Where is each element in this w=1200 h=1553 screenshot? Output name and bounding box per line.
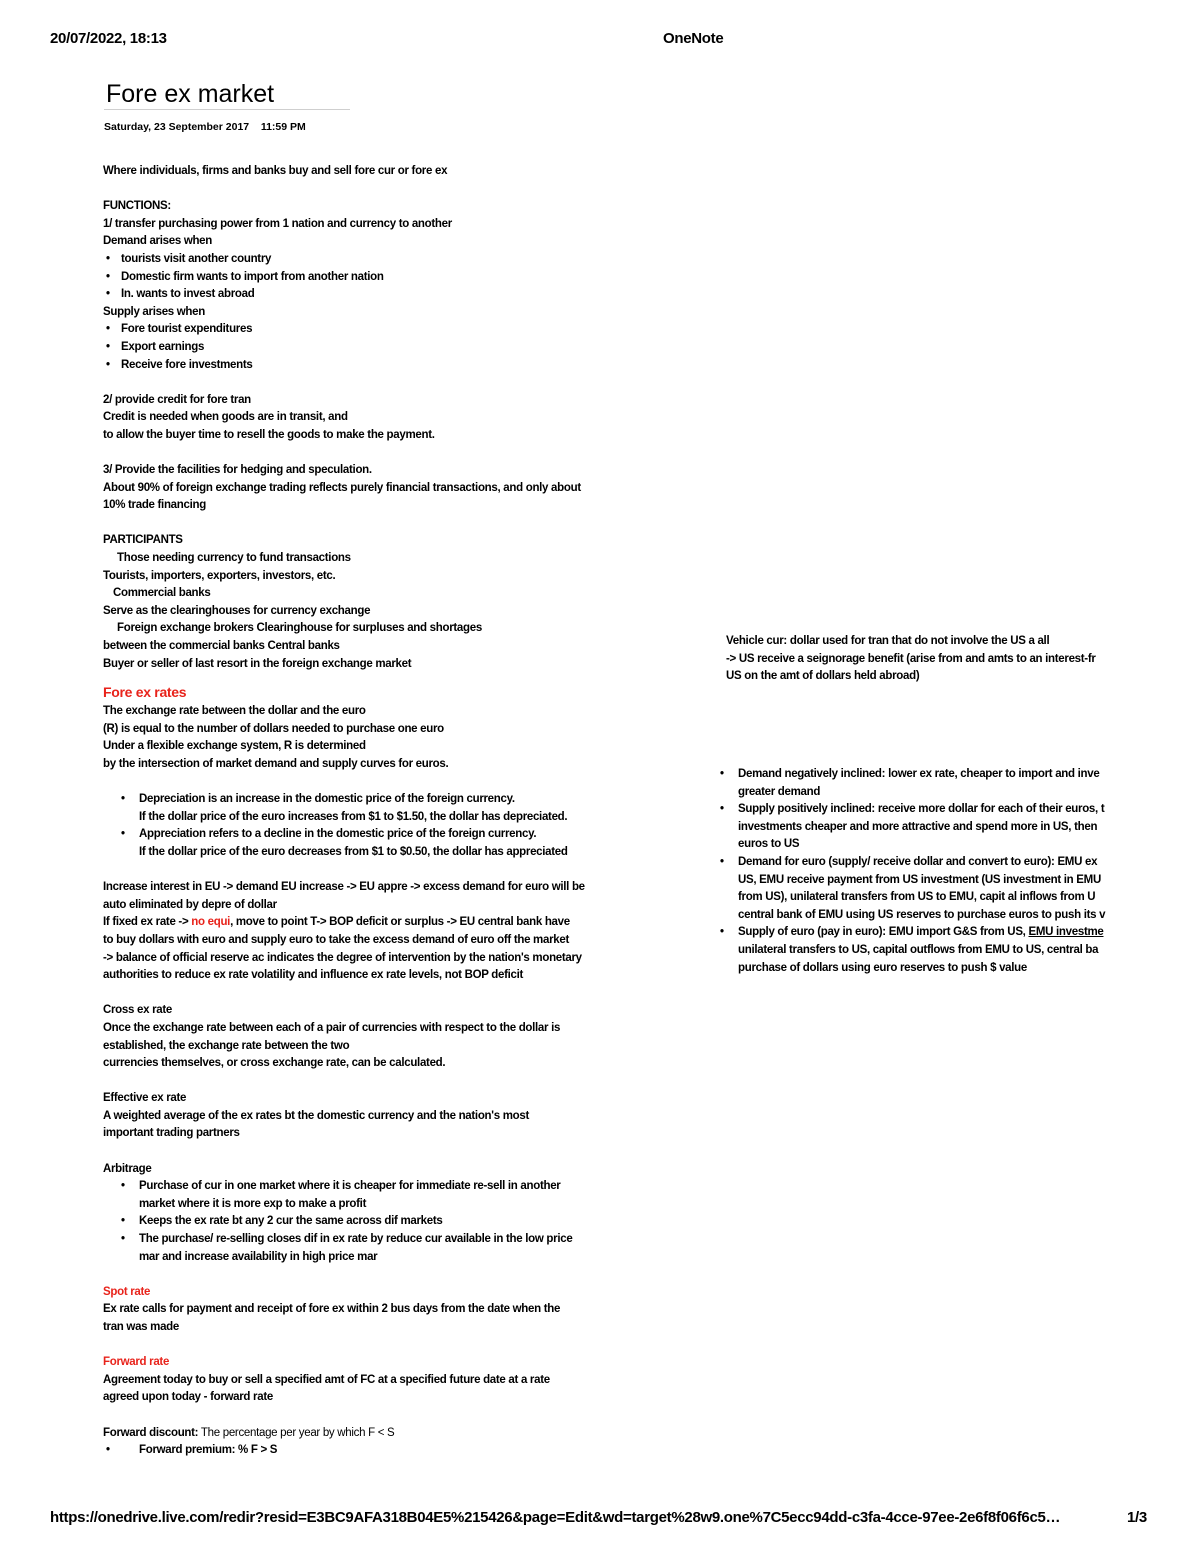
arbitrage-heading: Arbitrage	[103, 1162, 152, 1175]
list-item: • Fore tourist expenditures	[103, 321, 585, 339]
function-3: 3/ Provide the facilities for hedging and speculation.	[103, 464, 372, 477]
text-line: Foreign exchange brokers Clearinghouse for surpluses and shortages	[117, 622, 482, 635]
list-item: • Forward premium: % F > S	[103, 1442, 585, 1460]
list-item: • Export earnings	[103, 339, 585, 357]
underlined-text: EMU investme	[1028, 926, 1104, 939]
note-time: 11:59 PM	[260, 121, 306, 133]
text-line: currencies themselves, or cross exchange rate, can be calculated.	[103, 1057, 446, 1070]
list-item: • The purchase/ re-selling closes dif in ex rate by reduce cur available in the low price	[103, 1231, 585, 1249]
text-line: Under a flexible exchange system, R is determined	[103, 740, 366, 753]
list-item-continuation: euros to US	[738, 838, 800, 851]
function-1: 1/ transfer purchasing power from 1 nation and currency to another	[103, 217, 452, 230]
intro-line: Where individuals, firms and banks buy and sell fore cur or fore ex	[103, 165, 448, 177]
list-item: • Domestic firm wants to import from another nation	[103, 269, 585, 287]
text-line: Increase interest in EU -> demand EU increase -> EU appre -> excess demand for euro will be	[103, 881, 585, 894]
text-line: US on the amt of dollars held abroad)	[726, 670, 920, 683]
list-item-continuation: If the dollar price of the euro decreases from $1 to $0.50, the dollar has appreciated	[139, 845, 568, 858]
text-line: -> US receive a seignorage benefit (arise from and amts to an interest-fr	[726, 652, 1096, 665]
list-item-continuation: US, EMU receive payment from US investment (US investment in EMU	[738, 873, 1101, 886]
text-line: Buyer or seller of last resort in the foreign exchange market	[103, 657, 412, 670]
text-line: Those needing currency to fund transactions	[117, 552, 351, 565]
text-line: 10% trade financing	[103, 499, 206, 512]
text-line: -> balance of official reserve ac indicates the degree of intervention by the nation's monetary	[103, 951, 582, 964]
list-item-continuation: If the dollar price of the euro increases from $1 to $1.50, the dollar has depreciated.	[139, 810, 568, 823]
text-line: important trading partners	[103, 1127, 240, 1140]
text-line: auto eliminated by depre of dollar	[103, 898, 277, 911]
text-line: The exchange rate between the dollar and the euro	[103, 705, 366, 718]
forward-discount-label: Forward discount:	[103, 1426, 199, 1439]
text-line: Agreement today to buy or sell a specified amt of FC at a specified future date at a rate	[103, 1373, 550, 1386]
list-item: • Keeps the ex rate bt any 2 cur the same across dif markets	[103, 1213, 585, 1231]
list-item: • Depreciation is an increase in the domestic price of the foreign currency.	[103, 791, 585, 809]
text-line: by the intersection of market demand and supply curves for euros.	[103, 758, 449, 770]
list-item-continuation: purchase of dollars using euro reserves to push $ value	[738, 961, 1027, 974]
side-note-demand-supply	[720, 766, 1152, 977]
list-item-continuation: greater demand	[738, 785, 821, 798]
text-line: established, the exchange rate between the two	[103, 1039, 350, 1052]
text-line: Once the exchange rate between each of a pair of currencies with respect to the dollar is	[103, 1021, 561, 1034]
list-item: • Demand for euro (supply/ receive dollar and convert to euro): EMU ex	[720, 854, 1152, 872]
text-line: Vehicle cur: dollar used for tran that do not involve the US a all	[726, 635, 1050, 647]
text-line: authorities to reduce ex rate volatility and influence ex rate levels, not BOP deficit	[103, 969, 524, 982]
text-fragment: If fixed ex rate ->	[103, 916, 192, 929]
text-line: (R) is equal to the number of dollars needed to purchase one euro	[103, 722, 444, 735]
page-title: Fore ex market	[106, 80, 275, 108]
print-page-number: 1/3	[1127, 1509, 1147, 1526]
text-line: About 90% of foreign exchange trading reflects purely financial transactions, and only about	[103, 481, 581, 494]
fixed-rate-line	[103, 914, 585, 932]
forward-discount-line	[103, 1425, 585, 1443]
list-item-continuation: market where it is more exp to make a profit	[139, 1197, 367, 1210]
note-timestamp	[104, 121, 306, 133]
participants-heading: PARTICIPANTS	[103, 534, 183, 547]
print-app-name: OneNote	[663, 30, 724, 47]
text-line: tran was made	[103, 1321, 179, 1333]
supply-label: Supply arises when	[103, 305, 205, 318]
title-underline	[104, 109, 350, 110]
list-item-continuation: central bank of EMU using US reserves to purchase euros to push its v	[738, 908, 1106, 921]
list-item: • Demand negatively inclined: lower ex rate, cheaper to import and inve	[720, 766, 1152, 784]
text-fragment: , move to point T-> BOP deficit or surplus -> EU central bank have	[230, 916, 570, 929]
cross-rate-heading: Cross ex rate	[103, 1004, 172, 1017]
list-item: • Appreciation refers to a decline in the domestic price of the foreign currency.	[103, 826, 585, 844]
demand-label: Demand arises when	[103, 235, 213, 248]
function-2: 2/ provide credit for fore tran	[103, 393, 251, 406]
effective-rate-heading: Effective ex rate	[103, 1092, 187, 1105]
list-item-continuation: from US), unilateral transfers from US to EMU, capit al inflows from U	[738, 891, 1096, 904]
list-item-continuation: investments cheaper and more attractive and spend more in US, then	[738, 820, 1098, 833]
text-line: to buy dollars with euro and supply euro to take the excess demand of euro off the market	[103, 933, 569, 946]
text-line: Commercial banks	[113, 587, 211, 600]
text-line: Credit is needed when goods are in transit, and	[103, 411, 348, 424]
text-line: Serve as the clearinghouses for currency exchange	[103, 604, 371, 617]
print-url: https://onedrive.live.com/redir?resid=E3BC9AFA318B04E5%215426&page=Edit&wd=target%28w9.one%7C5ecc94dd-c3fa-4cce-97ee-2e6f8f06f6c5…	[50, 1509, 1061, 1526]
text-line: Ex rate calls for payment and receipt of fore ex within 2 bus days from the date when the	[103, 1303, 561, 1316]
spot-rate-heading: Spot rate	[103, 1285, 151, 1298]
text-fragment: Supply of euro (pay in euro): EMU import G&S from US,	[738, 926, 1029, 939]
text-line: between the commercial banks Central banks	[103, 640, 340, 653]
text-line: A weighted average of the ex rates bt the domestic currency and the nation's most	[103, 1109, 529, 1122]
text-fragment: The percentage per year by which F < S	[198, 1426, 395, 1439]
list-item: • tourists visit another country	[103, 251, 585, 269]
side-note-vehicle	[726, 633, 1152, 686]
list-item: • Supply positively inclined: receive more dollar for each of their euros, t	[720, 801, 1152, 819]
text-line: to allow the buyer time to resell the goods to make the payment.	[103, 428, 435, 441]
list-item: • Receive fore investments	[103, 357, 585, 375]
list-item	[720, 924, 1152, 942]
list-item: • Purchase of cur in one market where it is cheaper for immediate re-sell in another	[103, 1178, 585, 1196]
text-line: Tourists, importers, exporters, investors, etc.	[103, 569, 336, 582]
main-column	[103, 163, 585, 1460]
list-item: • In. wants to invest abroad	[103, 286, 585, 304]
highlight-no-equi: no equi	[191, 916, 231, 929]
rates-heading: Fore ex rates	[103, 684, 187, 701]
list-item-continuation: unilateral transfers to US, capital outflows from EMU to US, central ba	[738, 943, 1099, 956]
functions-heading: FUNCTIONS:	[103, 200, 171, 213]
text-line: agreed upon today - forward rate	[103, 1391, 273, 1404]
forward-rate-heading: Forward rate	[103, 1356, 170, 1369]
note-date: Saturday, 23 September 2017	[104, 121, 250, 133]
print-datetime: 20/07/2022, 18:13	[50, 30, 167, 47]
list-item-continuation: mar and increase availability in high price mar	[139, 1250, 378, 1263]
